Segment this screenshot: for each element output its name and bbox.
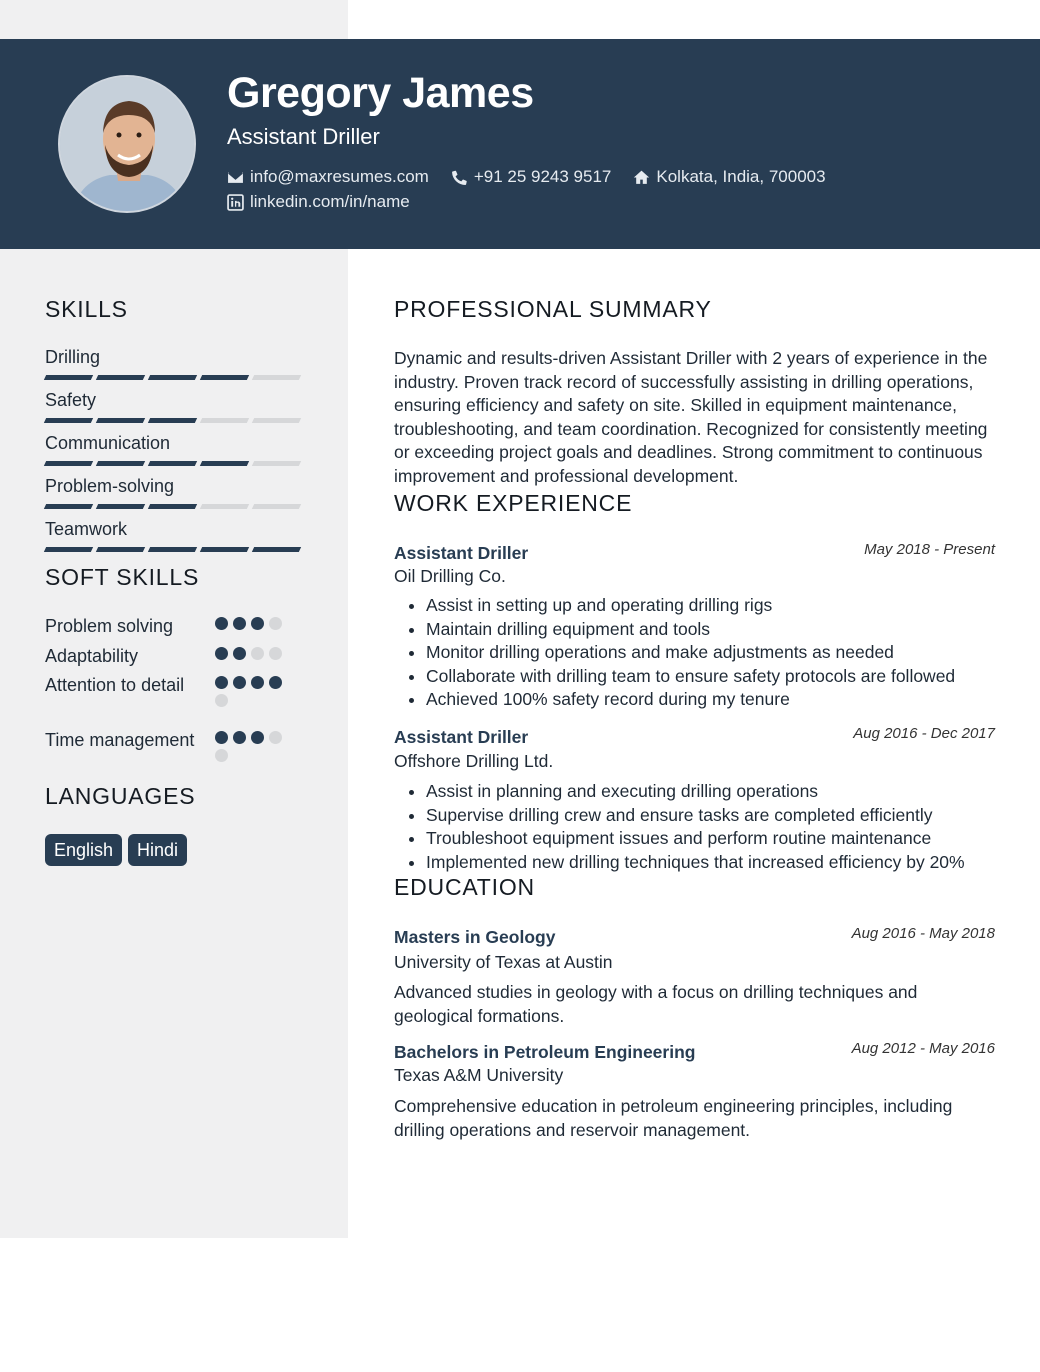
candidate-name: Gregory James	[227, 69, 534, 117]
skill-bars	[45, 547, 300, 552]
skill-bar-segment	[200, 375, 249, 380]
skill-bars	[45, 418, 300, 423]
email-text[interactable]: info@maxresumes.com	[250, 167, 429, 186]
skill-label: Safety	[45, 390, 97, 410]
languages-heading: LANGUAGES	[45, 783, 196, 809]
school-name: University of Texas at Austin	[394, 952, 613, 972]
rating-dot	[215, 647, 228, 660]
rating-dot	[233, 676, 246, 689]
skill-item	[45, 390, 305, 411]
degree-title: Bachelors in Petroleum Engineering	[394, 1042, 696, 1062]
skill-bar-segment	[96, 461, 145, 466]
rating-dot	[233, 617, 246, 630]
location-item	[633, 167, 825, 187]
rating-dot	[251, 731, 264, 744]
phone-icon	[451, 169, 468, 186]
job-bullet: • Supervise drilling crew and ensure tasks are completed efficiently	[426, 804, 1027, 828]
phone-item[interactable]	[451, 167, 612, 187]
soft-skill-dots	[215, 731, 295, 762]
rating-dot	[215, 617, 228, 630]
skill-label: Teamwork	[45, 519, 128, 539]
contact-row	[227, 167, 826, 187]
skill-bar-segment	[44, 504, 93, 509]
education-heading: EDUCATION	[394, 874, 535, 900]
skill-bar-segment	[44, 375, 93, 380]
experience-heading: WORK EXPERIENCE	[394, 490, 633, 516]
rating-dot	[233, 647, 246, 660]
skill-item	[45, 476, 305, 497]
job-bullet: • Achieved 100% safety record during my tenure	[426, 688, 1027, 712]
linkedin-icon	[227, 194, 244, 211]
skill-bars	[45, 375, 300, 380]
degree-date: Aug 2012 - May 2016	[851, 1040, 995, 1057]
degree-title: Masters in Geology	[394, 927, 556, 947]
skill-bar-segment	[252, 461, 301, 466]
skill-bar-segment	[44, 461, 93, 466]
rating-dot	[251, 676, 264, 689]
language-chip: English	[45, 834, 122, 866]
soft-skill-label: Problem solving	[45, 616, 174, 636]
summary-text: Dynamic and results-driven Assistant Driller with 2 years of experience in the industry. Proven track record of successfully assisting in drilling operations, ensuring efficiency and safety on site. Skilled in equipment maintenance, troubleshooting, and team coordination. Recognized for consistently meeting or exceeding project goals and deadlines. Strong commitment to continuous improvement and professional development.	[394, 348, 988, 486]
job-title: Assistant Driller	[394, 543, 529, 563]
skill-bar-segment	[148, 504, 197, 509]
rating-dot	[269, 676, 282, 689]
job-bullets	[394, 780, 1027, 874]
skill-bar-segment	[96, 418, 145, 423]
skill-item	[45, 347, 305, 368]
degree-description: Comprehensive education in petroleum engineering principles, including drilling operations and reservoir management.	[394, 1096, 953, 1140]
skill-bar-segment	[200, 547, 249, 552]
rating-dot	[233, 731, 246, 744]
job-date: May 2018 - Present	[864, 541, 995, 558]
skill-item	[45, 519, 305, 540]
linkedin-item[interactable]	[227, 192, 410, 212]
location-text: Kolkata, India, 700003	[656, 167, 826, 186]
skill-bar-segment	[200, 461, 249, 466]
header	[0, 39, 1040, 249]
job-bullet: • Implemented new drilling techniques that increased efficiency by 20%	[426, 851, 1027, 875]
rating-dot	[215, 749, 228, 762]
home-icon	[633, 169, 650, 186]
soft-skill-label: Time management	[45, 730, 195, 750]
job-bullet: • Troubleshoot equipment issues and perform routine maintenance	[426, 827, 1027, 851]
job-bullet: • Assist in planning and executing drilling operations	[426, 780, 1027, 804]
contact-row-2	[227, 192, 410, 212]
skill-item	[45, 433, 305, 454]
skill-label: Problem-solving	[45, 476, 175, 496]
soft-skill-dots	[215, 617, 295, 630]
job-bullet: • Assist in setting up and operating drilling rigs	[426, 594, 1027, 618]
skill-bar-segment	[148, 375, 197, 380]
skill-label: Drilling	[45, 347, 101, 367]
skill-bar-segment	[96, 504, 145, 509]
soft-skill-dots	[215, 676, 295, 707]
skill-bar-segment	[252, 504, 301, 509]
rating-dot	[215, 731, 228, 744]
job-bullet: • Collaborate with drilling team to ensure safety protocols are followed	[426, 665, 1027, 689]
rating-dot	[215, 676, 228, 689]
summary-heading: PROFESSIONAL SUMMARY	[394, 296, 712, 322]
job-title: Assistant Driller	[394, 727, 529, 747]
profile-photo	[60, 77, 196, 213]
rating-dot	[269, 617, 282, 630]
skill-bar-segment	[44, 418, 93, 423]
skill-bar-segment	[148, 461, 197, 466]
avatar	[58, 75, 196, 213]
degree-date: Aug 2016 - May 2018	[851, 925, 995, 942]
skill-bar-segment	[252, 375, 301, 380]
job-company: Oil Drilling Co.	[394, 566, 506, 586]
phone-text[interactable]: +91 25 9243 9517	[473, 167, 612, 186]
rating-dot	[251, 647, 264, 660]
rating-dot	[251, 617, 264, 630]
job-company: Offshore Drilling Ltd.	[394, 751, 554, 771]
skill-bar-segment	[252, 418, 301, 423]
email-item[interactable]	[227, 167, 429, 187]
skill-bar-segment	[96, 375, 145, 380]
envelope-icon	[227, 169, 244, 186]
skills-heading: SKILLS	[45, 296, 128, 322]
degree-description: Advanced studies in geology with a focus on drilling techniques and geological formations.	[394, 982, 918, 1026]
soft-skill-label: Adaptability	[45, 646, 139, 666]
skill-bar-segment	[200, 418, 249, 423]
skill-bar-segment	[96, 547, 145, 552]
skill-label: Communication	[45, 433, 171, 453]
skill-bars	[45, 504, 300, 509]
rating-dot	[269, 647, 282, 660]
job-date: Aug 2016 - Dec 2017	[853, 725, 995, 742]
school-name: Texas A&M University	[394, 1065, 564, 1085]
skill-bars	[45, 461, 300, 466]
rating-dot	[269, 731, 282, 744]
skill-bar-segment	[200, 504, 249, 509]
skill-bar-segment	[44, 547, 93, 552]
soft-skill-dots	[215, 647, 295, 660]
rating-dot	[215, 694, 228, 707]
soft-skill-label: Attention to detail	[45, 675, 185, 695]
job-bullet: • Maintain drilling equipment and tools	[426, 618, 1027, 642]
job-bullets	[394, 594, 1027, 712]
language-chip: Hindi	[128, 834, 187, 866]
skill-bar-segment	[252, 547, 301, 552]
skill-bar-segment	[148, 418, 197, 423]
soft-skills-heading: SOFT SKILLS	[45, 564, 200, 590]
job-bullet: • Monitor drilling operations and make adjustments as needed	[426, 641, 1027, 665]
candidate-role: Assistant Driller	[227, 124, 380, 149]
linkedin-text[interactable]: linkedin.com/in/name	[250, 192, 410, 211]
skill-bar-segment	[148, 547, 197, 552]
